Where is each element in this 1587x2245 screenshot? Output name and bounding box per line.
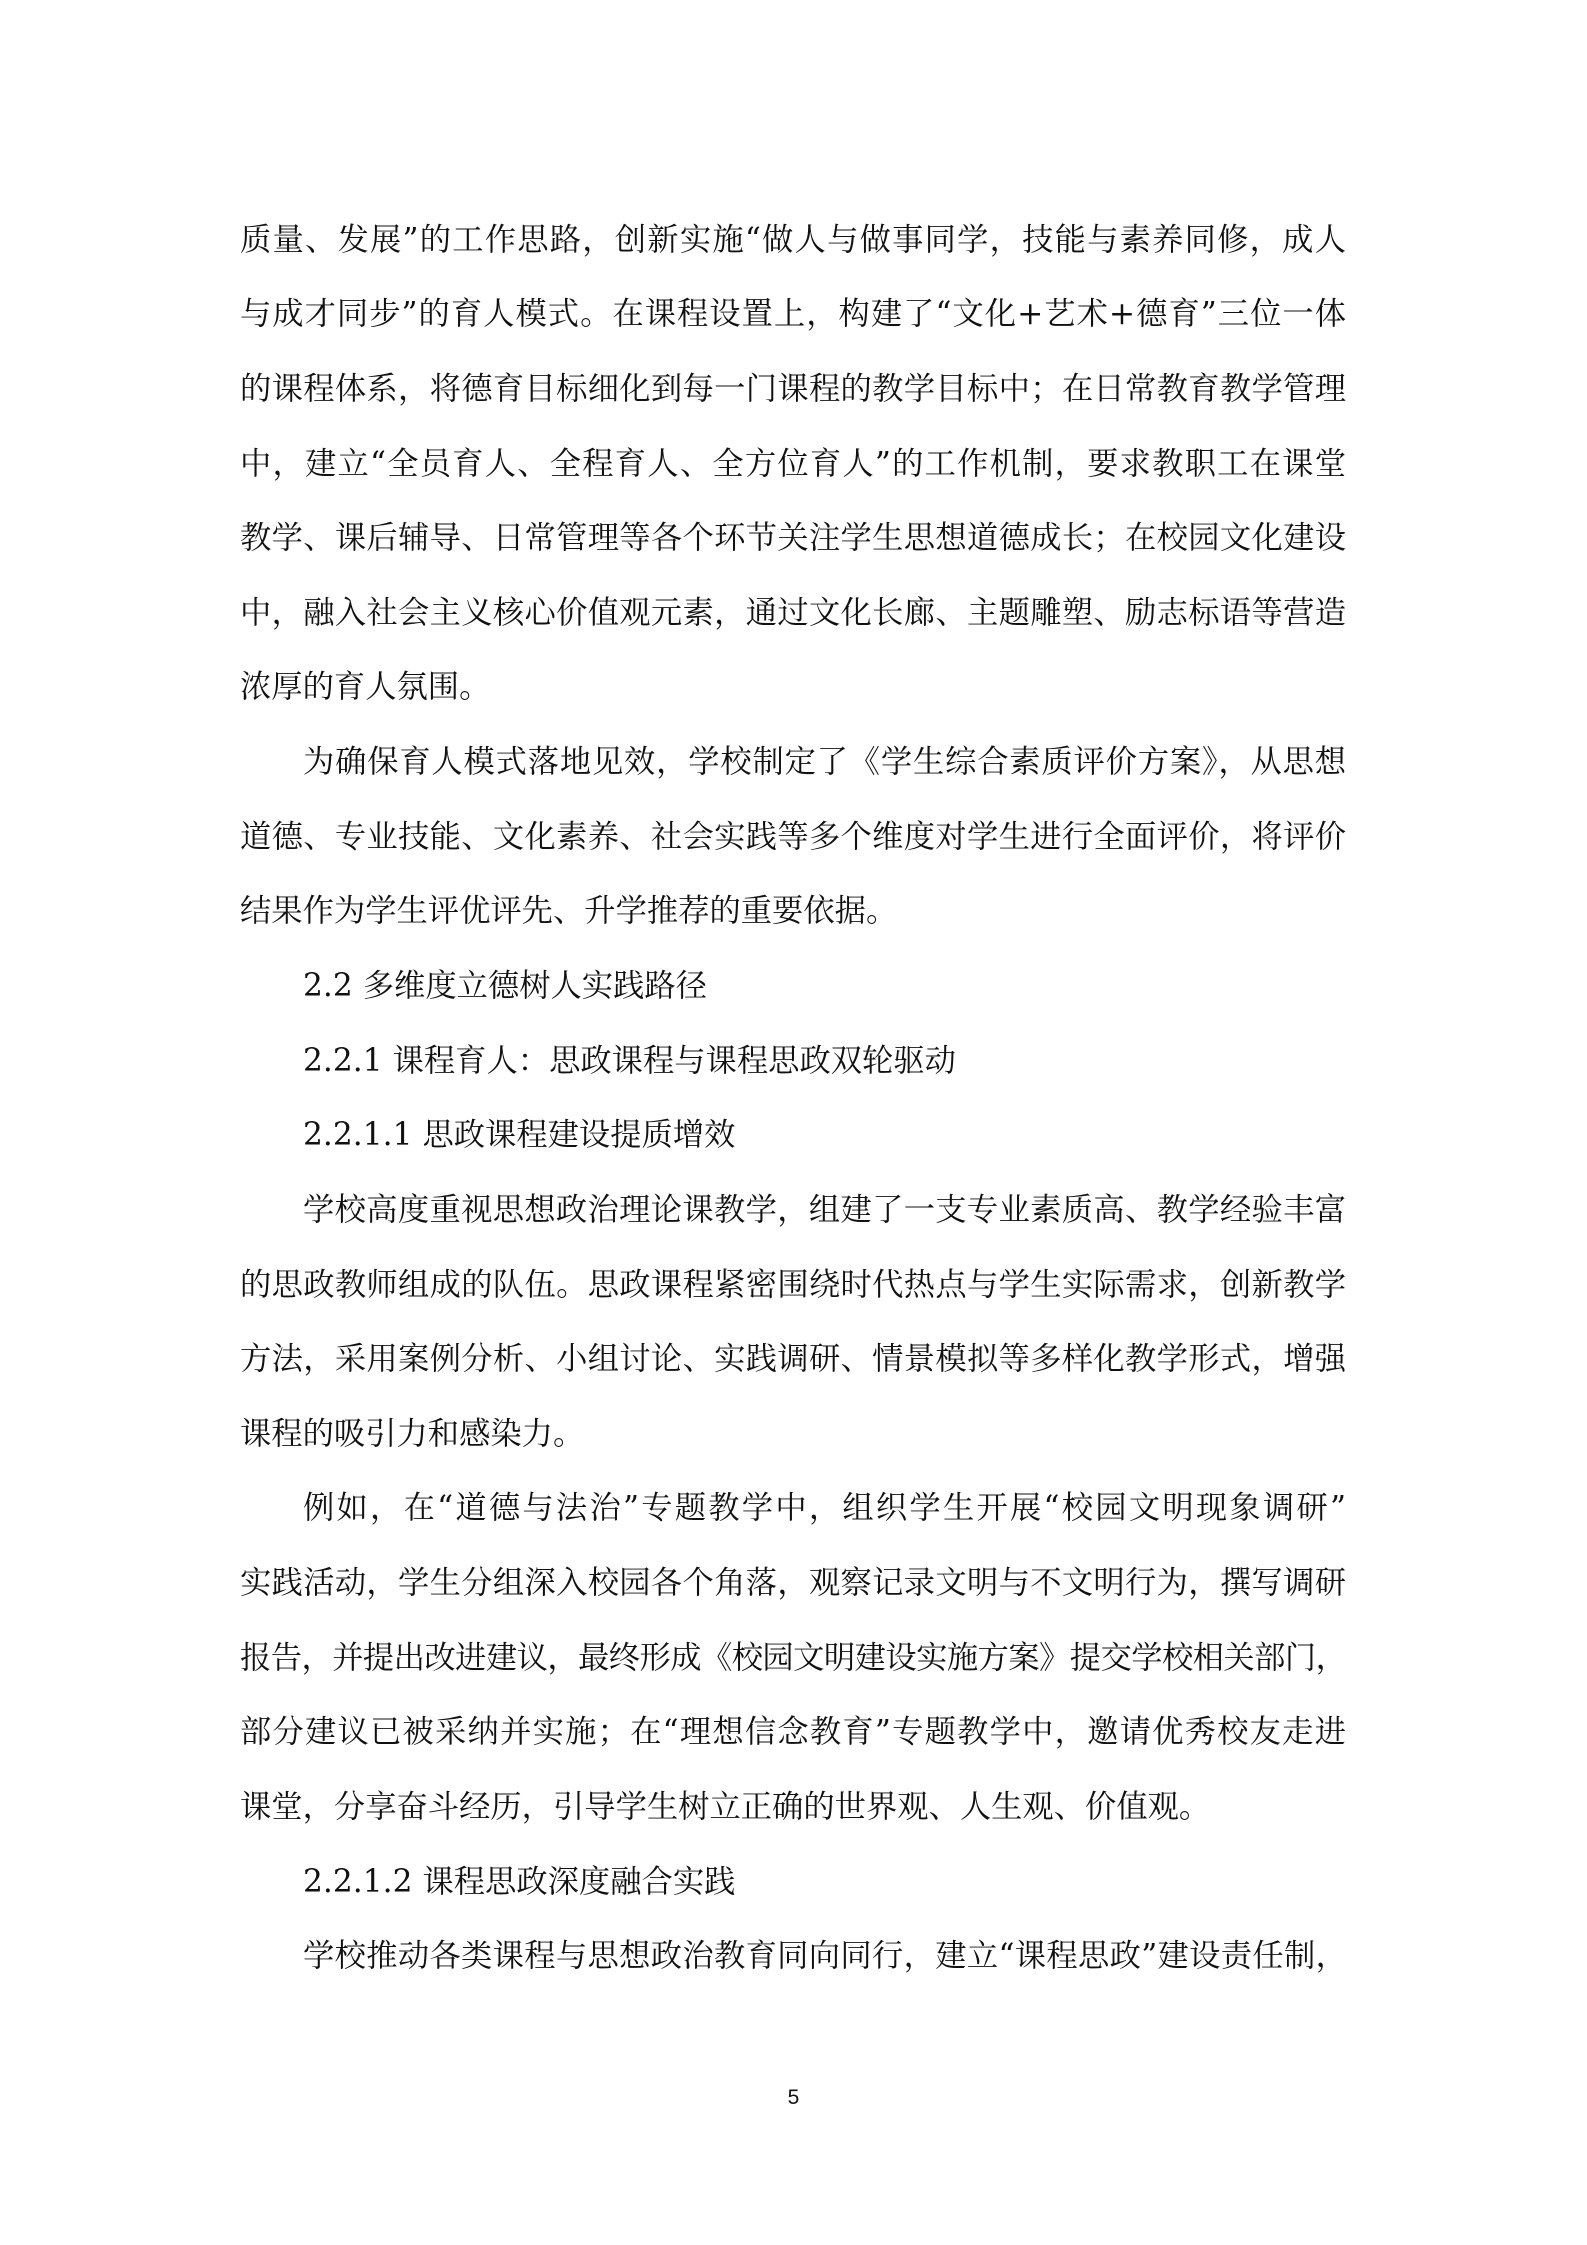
- section-heading-2-2: 2.2 多维度立德树人实践路径: [303, 968, 707, 1004]
- paragraph: [240, 1173, 1346, 1472]
- paragraph: [240, 725, 1346, 949]
- text-line: 为确保育人模式落地见效，学校制定了《学生综合素质评价方案》，从思想: [303, 744, 1346, 781]
- page-number: 5: [787, 2086, 800, 2109]
- text-line: 方法，采用案例分析、小组讨论、实践调研、情景模拟等多样化教学形式，增强: [240, 1341, 1346, 1378]
- text-line: 中，融入社会主义核心价值观元素，通过文化长廊、主题雕塑、励志标语等营造: [240, 594, 1346, 631]
- section-heading-2-2-1-1: 2.2.1.1 思政课程建设提质增效: [303, 1117, 736, 1154]
- text-line: 的思政教师组成的队伍。思政课程紧密围绕时代热点与学生实际需求，创新教学: [240, 1266, 1346, 1303]
- paragraph: [240, 203, 1346, 725]
- text-line: 实践活动，学生分组深入校园各个角落，观察记录文明与不文明行为，撰写调研: [240, 1565, 1346, 1602]
- text-line: 结果作为学生评优评先、升学推荐的重要依据。: [240, 893, 898, 930]
- text-line: 学校高度重视思想政治理论课教学，组建了一支专业素质高、教学经验丰富: [303, 1191, 1346, 1228]
- text-line: 浓厚的育人氛围。: [240, 669, 491, 706]
- text-line: 中，建立“全员育人、全程育人、全方位育人”的工作机制，要求教职工在课堂: [240, 445, 1346, 482]
- text-line: 学校推动各类课程与思想政治教育同向同行，建立“课程思政”建设责任制，: [303, 1938, 1346, 1975]
- text-line: 的课程体系，将德育目标细化到每一门课程的教学目标中；在日常教育教学管理: [240, 370, 1346, 407]
- paragraph: [240, 1919, 1346, 1994]
- text-line: 质量、发展”的工作思路，创新实施“做人与做事同学，技能与素养同修，成人: [240, 221, 1346, 258]
- text-line: 报告，并提出改进建议，最终形成《校园文明建设实施方案》提交学校相关部门，: [240, 1639, 1346, 1676]
- paragraph: [240, 1471, 1346, 1844]
- document-body: [240, 203, 1346, 1994]
- text-line: 例如，在“道德与法治”专题教学中，组织学生开展“校园文明现象调研”: [303, 1490, 1346, 1527]
- text-line: 课程的吸引力和感染力。: [240, 1415, 585, 1452]
- text-line: 课堂，分享奋斗经历，引导学生树立正确的世界观、人生观、价值观。: [240, 1789, 1211, 1826]
- text-line: 部分建议已被采纳并实施；在“理想信念教育”专题教学中，邀请优秀校友走进: [240, 1714, 1346, 1751]
- text-line: 教学、课后辅导、日常管理等各个环节关注学生思想道德成长；在校园文化建设: [240, 520, 1346, 557]
- text-line: 道德、专业技能、文化素养、社会实践等多个维度对学生进行全面评价，将评价: [240, 818, 1346, 855]
- section-heading-2-2-1-2: 2.2.1.2 课程思政深度融合实践: [303, 1863, 736, 1900]
- section-heading-2-2-1: 2.2.1 课程育人：思政课程与课程思政双轮驱动: [303, 1042, 956, 1079]
- text-line: 与成才同步”的育人模式。在课程设置上，构建了“文化+艺术+德育”三位一体: [240, 296, 1346, 333]
